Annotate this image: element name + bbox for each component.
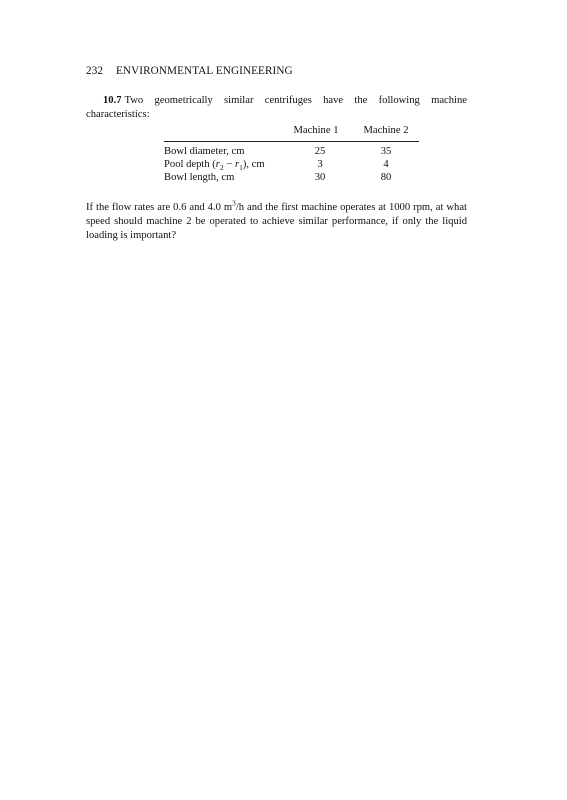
page-number: 232 bbox=[86, 65, 104, 77]
column-header-machine-1: Machine 1 bbox=[293, 125, 339, 136]
question-paragraph bbox=[86, 198, 467, 242]
machine-1-value: 3 bbox=[317, 159, 323, 170]
table-header-row bbox=[164, 125, 419, 142]
problem-word: geometrically bbox=[154, 95, 213, 106]
running-head bbox=[86, 65, 293, 77]
table-body bbox=[164, 142, 419, 184]
question-text-start: If the flow rates are 0.6 and 4.0 m bbox=[86, 202, 233, 213]
machine-2-value: 80 bbox=[380, 172, 392, 183]
table-row bbox=[164, 158, 419, 171]
problem-word: Two bbox=[124, 95, 144, 106]
problem-statement bbox=[86, 94, 467, 121]
question-text-end: /h and the first machine operates at 1000 rpm, at what speed should machine 2 be operated to achieve similar performance, if only the liquid loading is important? bbox=[86, 202, 467, 241]
problem-word: the bbox=[354, 95, 368, 106]
superscript: 3 bbox=[232, 198, 236, 208]
row-label: Bowl diameter, cm bbox=[164, 146, 245, 157]
column-header-machine-2: Machine 2 bbox=[363, 125, 409, 136]
row-label: Bowl length, cm bbox=[164, 172, 235, 183]
problem-word: following bbox=[378, 95, 420, 106]
row-label-suffix: ), cm bbox=[242, 159, 265, 170]
problem-word: similar bbox=[224, 95, 254, 106]
machine-1-value: 25 bbox=[314, 146, 326, 157]
radius-symbol: r bbox=[215, 159, 220, 170]
problem-word: machine bbox=[431, 95, 467, 106]
problem-second-line: characteristics: bbox=[86, 108, 150, 120]
subscript: 1 bbox=[239, 163, 243, 173]
row-label bbox=[164, 158, 287, 171]
machine-2-value: 35 bbox=[380, 146, 392, 157]
problem-word: centrifuges bbox=[264, 95, 312, 106]
radius-symbol: r bbox=[234, 159, 240, 170]
machine-1-value: 30 bbox=[314, 172, 326, 183]
problem-number: 10.7 bbox=[103, 95, 122, 106]
minus-sign: − bbox=[223, 159, 235, 170]
machine-2-value: 4 bbox=[383, 159, 389, 170]
problem-word: have bbox=[323, 95, 344, 106]
row-label-prefix: Pool depth ( bbox=[164, 159, 216, 170]
table-row bbox=[164, 171, 419, 184]
running-title: ENVIRONMENTAL ENGINEERING bbox=[116, 65, 293, 77]
subscript: 2 bbox=[219, 163, 224, 173]
problem-first-line bbox=[86, 94, 467, 108]
table-row bbox=[164, 145, 419, 158]
machine-table bbox=[164, 125, 419, 184]
